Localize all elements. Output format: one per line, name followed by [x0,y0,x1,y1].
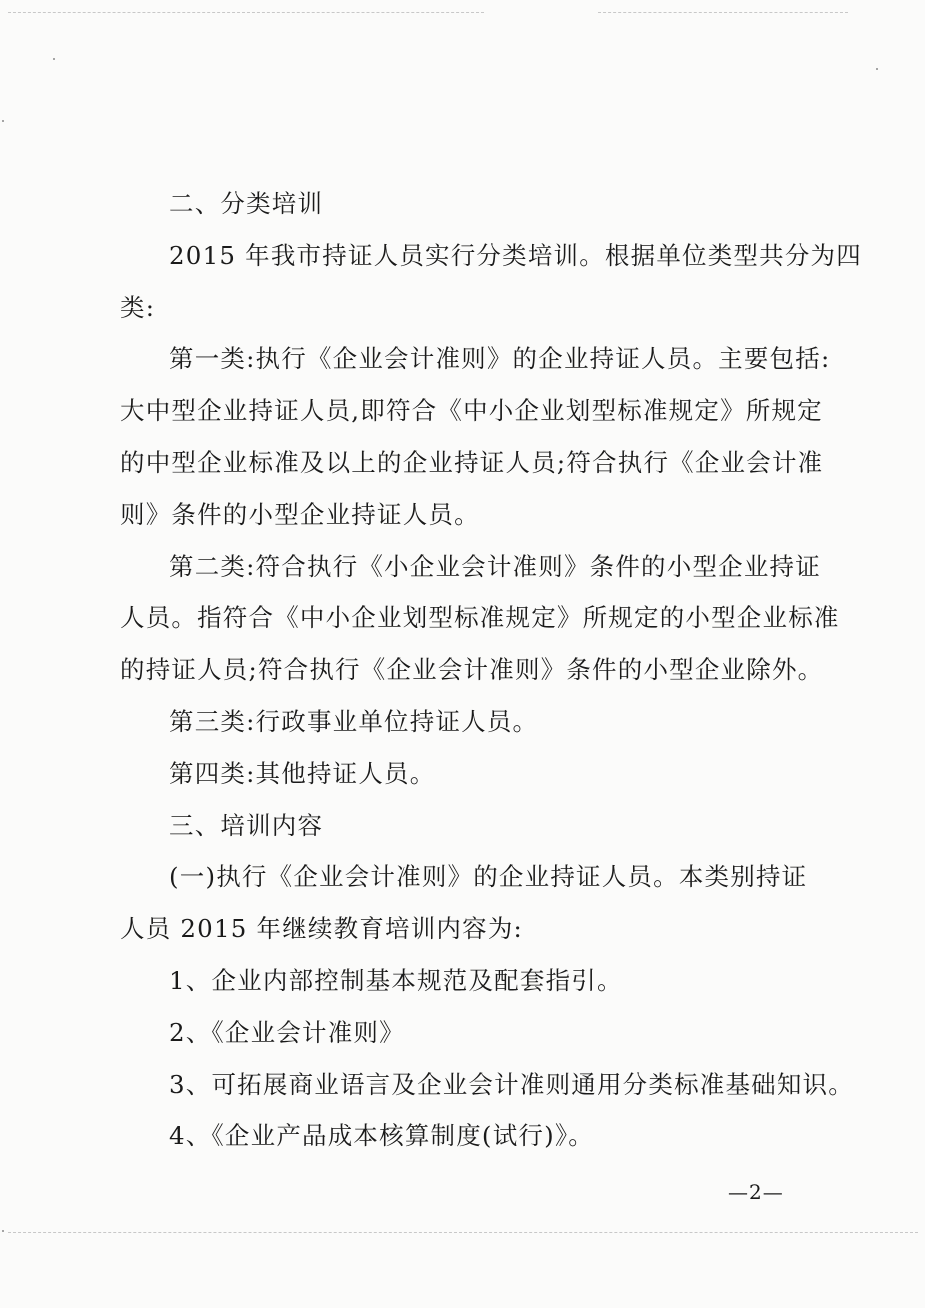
scan-artifact-dot [876,68,878,70]
paragraph-line: 则》条件的小型企业持证人员。 [120,499,480,529]
scan-artifact-dot [53,58,55,60]
paragraph-line: 人员。指符合《中小企业划型标准规定》所规定的小型企业标准 [120,603,840,633]
page-number: —2— [728,1180,784,1204]
paragraph-line: 的中型企业标准及以上的企业持证人员;符合执行《企业会计准 [120,447,824,477]
list-item: 2、《企业会计准则》 [169,1017,405,1047]
scan-artifact-top-line [8,12,484,13]
paragraph-line: 第二类:符合执行《小企业会计准则》条件的小型企业持证 [169,551,821,581]
paragraph-line: 第一类:执行《企业会计准则》的企业持证人员。主要包括: [169,344,831,374]
document-body [120,178,862,1162]
paragraph-line: 2015 年我市持证人员实行分类培训。根据单位类型共分为四 [169,240,862,270]
section-heading: 三、培训内容 [169,810,324,840]
list-item: 1、企业内部控制基本规范及配套指引。 [169,965,623,995]
paragraph-line: 类: [120,292,156,322]
paragraph-line: 的持证人员;符合执行《企业会计准则》条件的小型企业除外。 [120,655,824,685]
scan-artifact-dot [2,120,4,122]
section-heading: 二、分类培训 [169,189,324,218]
paragraph-line: (一)执行《企业会计准则》的企业持证人员。本类别持证 [169,862,808,892]
list-item: 3、可拓展商业语言及企业会计准则通用分类标准基础知识。 [169,1069,854,1099]
paragraph-line: 第四类:其他持证人员。 [169,758,436,788]
paragraph-line: 人员 2015 年继续教育培训内容为: [120,914,523,944]
scan-artifact-bottom-line [8,1232,918,1233]
list-item: 4、《企业产品成本核算制度(试行)》。 [169,1121,595,1151]
paragraph-line: 大中型企业持证人员,即符合《中小企业划型标准规定》所规定 [120,396,823,426]
scan-artifact-top-line [598,12,848,13]
paragraph-line: 第三类:行政事业单位持证人员。 [169,706,539,736]
scan-artifact-dot [2,1230,4,1232]
